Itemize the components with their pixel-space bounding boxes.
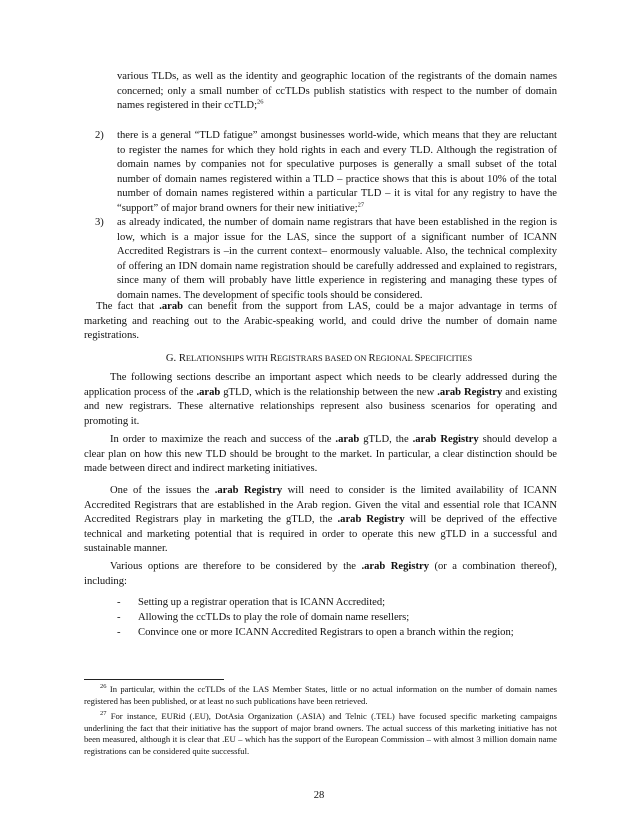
page-number: 28 [313, 790, 325, 801]
footnote-ref-27[interactable]: 27 [357, 201, 365, 209]
section-heading: G. RELATIONSHIPS WITH REGISTRARS BASED ON REGIONAL SPECIFICITIES [165, 353, 473, 364]
bullet-dash: - [117, 627, 121, 638]
paragraph-reach-success: In order to maximize the reach and success of the .arab gTLD, the .arab Registry should develop a clear plan on how this new TLD should be brought to the market. In particular, a clear distinction should be made between direct and indirect marketing initiatives. [84, 434, 557, 475]
footnote-divider [84, 679, 224, 680]
footnote-26: $^{26}$ In particular, within the ccTLDs of the LAS Member States, little or no actual information on the number of domain names registered has been published, or at least no such publications have been retrieved. [84, 683, 557, 706]
bullet-item: Convince one or more ICANN Accredited Registrars to open a branch within the region; [138, 627, 514, 638]
paragraph-relationships: The following sections describe an important aspect which needs to be clearly addressed during the application process of the .arab gTLD, which is the relationship between the new .arab Registry and existing and new registrars. These alternative relationships represent also business scenarios for operating and promoting it. [84, 372, 558, 427]
bullet-item: Setting up a registrar operation that is ICANN Accredited; [138, 597, 386, 608]
list-item-number: 2) [95, 130, 104, 141]
footnote-mark: 27 [100, 710, 107, 718]
paragraph-registrar-availability: One of the issues the .arab Registry will need to consider is the limited availability of ICANN Accredited Registrars that are established in the Arab region. Given the vital and essential role that ICANN Accredited Registrars play in marketing the gTLD, the .arab Registry will be deprived of the effective technical and marketing potential that is required in order to operate this new gTLD in a successful and sustainable manner. [84, 485, 557, 555]
footnote-27: $^{27}$ For instance, EURid (.EU), DotAsia Organization (.ASIA) and Telnic (.TEL) have focused specific marketing campaigns underlining the fact that their initiative has the support of major brand owners. The actual success of this marketing initiative has not been measured, although it is clear that .EU – which has the support of the European Commission – with almost 3 million domain name registrations can be considered quite successful. [84, 710, 557, 757]
paragraph-arab-las: The fact that .arab can benefit from the support from LAS, could be a major advantage in terms of marketing and reaching out to the Arabic-speaking world, and could drive the number of domain name registrations. [84, 301, 557, 342]
footnote-mark: 26 [100, 683, 107, 691]
footnote-ref-26[interactable]: 26 [257, 98, 264, 106]
list-item-3: as already indicated, the number of domain name registrars that have been established in the region is low, which is a major issue for the LAS, since the support of a significant number of ICANN Accredited Registrars is –in the current context– enormously valuable. Also, the technical complexity of offering an IDN domain name registration should be carefully addressed and explained to registrars, since many of them will probably have little experience in registering and managing these types of domain names. The development of specific tools should be considered. [117, 217, 557, 301]
list-item-2: there is a general “TLD fatigue” amongst businesses world-wide, which means that they are reluctant to register the names for which they hold rights in each and every TLD. Although the registration of domain names by companies not for speculative purposes is generally a small subset of the total number of domain names registered within a TLD – practice shows that this is about 10% of the total number of domain names registered within a particular TLD – it is vital for any registry to have the “support” of major brand owners for their new initiative;$^{27}$ [117, 130, 557, 214]
paragraph-options: Various options are therefore to be considered by the .arab Registry (or a combination thereof), including: [84, 561, 557, 587]
bullet-dash: - [117, 612, 121, 623]
list-item-number: 3) [95, 217, 104, 228]
list-continuation: various TLDs, as well as the identity and geographic location of the registrants of the domain names concerned; only a small number of ccTLDs publish statistics with respect to the number of domain names registered in their ccTLD;$^{26}$ [117, 71, 557, 112]
bullet-item: Allowing the ccTLDs to play the role of domain name resellers; [138, 612, 410, 623]
bullet-dash: - [117, 597, 121, 608]
